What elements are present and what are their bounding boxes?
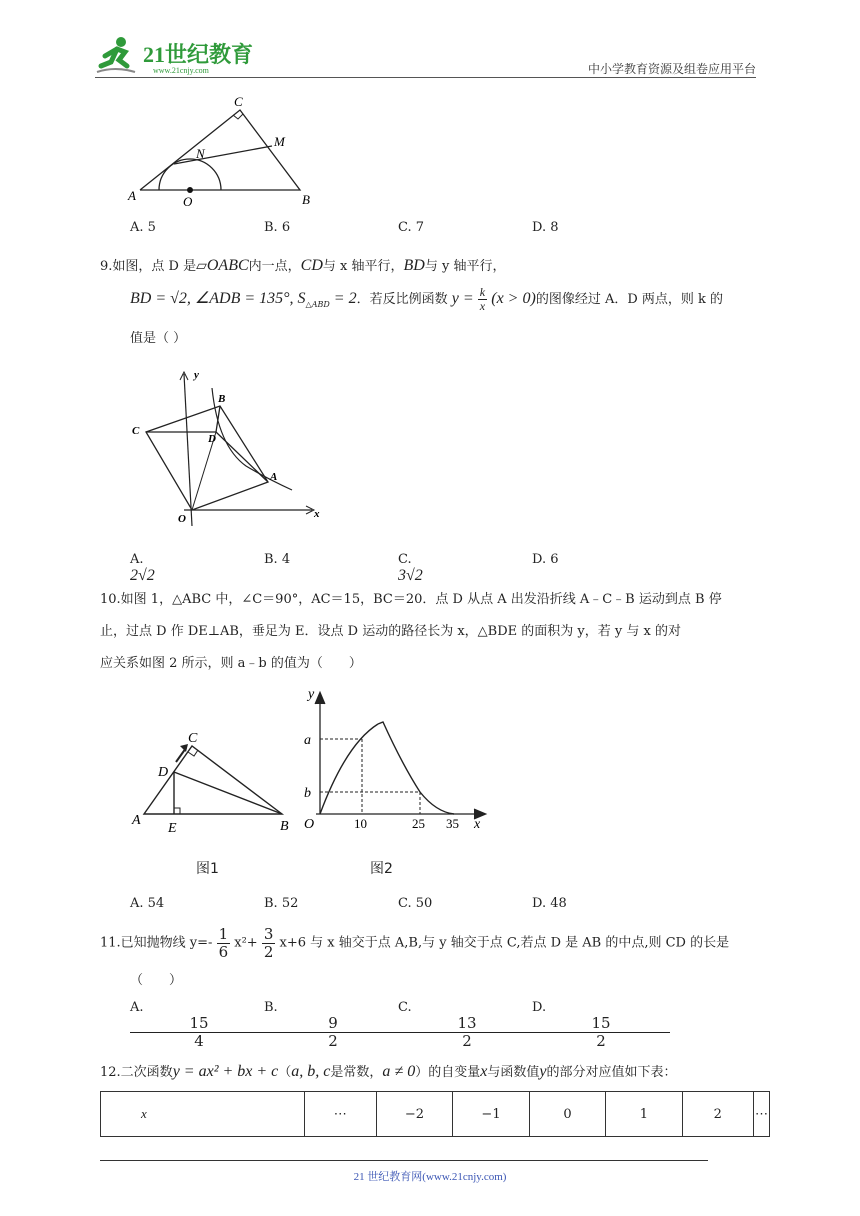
q10-line1: 10.如图 1，△ABC 中，∠C＝90°，AC＝15，BC＝20．点 D 从点 A 出发沿折线 A﹣C﹣B 运动到点 B 停 [100, 592, 722, 607]
q8-figure [126, 94, 326, 214]
q10-option-b[interactable]: B. 52 [264, 896, 299, 911]
svg-text:x: x [314, 508, 320, 520]
logo-url: www.21cnjy.com [153, 66, 209, 75]
q11-option-a[interactable]: A. $\frac{15}{4}$ [130, 1000, 264, 1049]
q10-line2: 止，过点 D 作 DE⊥AB，垂足为 E．设点 D 运动的路径长为 x，△BDE 的面积为 y，若 y 与 x 的对 [100, 624, 681, 639]
logo-text: 21世纪教育 [143, 42, 254, 67]
table-cell: x [101, 1092, 305, 1137]
q10-option-a[interactable]: A. 54 [130, 896, 165, 911]
q9-options [130, 552, 666, 585]
q11-options [130, 1000, 666, 1049]
table-cell: ⋯ [754, 1092, 770, 1137]
q10-options [130, 896, 666, 911]
svg-text:O: O [178, 513, 186, 525]
q8-options [130, 220, 666, 235]
q8-option-d[interactable]: D. 8 [532, 220, 559, 235]
table-cell: −1 [453, 1092, 530, 1137]
q11-option-c[interactable]: C. $\frac{13}{2}$ [398, 1000, 532, 1049]
q10-line3: 应关系如图 2 所示，则 a﹣b 的值为（ ） [100, 656, 362, 671]
q8-label-a: A [128, 188, 136, 203]
svg-text:25: 25 [412, 816, 425, 831]
svg-text:a: a [304, 733, 311, 748]
svg-text:C: C [188, 731, 198, 746]
table-row [101, 1092, 770, 1137]
q9-line1: 9.如图，点 D 是▱OABC内一点，CD与 x 轴平行，BD与 y 轴平行， [100, 257, 506, 274]
footer-text[interactable]: 21 世纪教育网(www.21cnjy.com) [353, 1171, 507, 1183]
q12-line1: 12.二次函数y = ax² + bx + c（a, b, c是常数，a ≠ 0）的自变量x与函数值y的部分对应值如下表： [100, 1063, 677, 1080]
q10-caption2: 图2 [370, 861, 393, 877]
svg-text:A: A [270, 471, 278, 483]
q8-label-o: O [183, 194, 193, 209]
q11-option-d[interactable]: D. $\frac{15}{2}$ [532, 1000, 666, 1049]
q10-option-c[interactable]: C. 50 [398, 896, 433, 911]
q9-option-c[interactable]: C. 3√2 [398, 552, 423, 584]
runner-icon [97, 37, 135, 72]
svg-text:y: y [308, 687, 315, 702]
q8-option-c[interactable]: C. 7 [398, 220, 425, 235]
q8-label-b: B [302, 192, 310, 207]
q10-caption1: 图1 [196, 861, 219, 877]
q9-option-d[interactable]: D. 6 [532, 552, 559, 567]
q9-func-fraction: $\frac{k}{x}$ [479, 285, 486, 314]
q9-option-a[interactable]: A. 2√2 [130, 552, 155, 584]
q8-option-b[interactable]: B. 6 [264, 220, 291, 235]
svg-text:b: b [304, 786, 311, 801]
svg-text:B: B [218, 393, 226, 405]
q8-label-m: M [274, 134, 285, 149]
svg-text:y: y [194, 369, 199, 381]
svg-text:E: E [168, 821, 177, 836]
q11-option-b[interactable]: B. $\frac{9}{2}$ [264, 1000, 398, 1049]
q11-line1: 11.已知抛物线 y=- $\frac{1}{6}$ x²+ $\frac{3}{2}$ x+6 与 x 轴交于点 A,B,与 y 轴交于点 C,若点 D 是 AB 的中点,则 CD 的长是 [100, 925, 730, 961]
table-cell: −2 [376, 1092, 453, 1137]
q11-paren: （ ） [130, 973, 183, 988]
svg-text:C: C [132, 425, 140, 437]
q10-figure1 [126, 726, 296, 840]
q9-figure [126, 366, 326, 530]
table-cell: 2 [682, 1092, 754, 1137]
header-divider [95, 77, 756, 78]
header-right-text: 中小学教育资源及组卷应用平台 [587, 62, 756, 76]
q9-line2: BD = √2, ∠ADB = 135°, $S_{\triangle ABD} = 2$．若反比例函数 y = $\frac{k}{x}$ (x > 0)的图像经过 A．D 两点，则 k 的 [130, 285, 724, 314]
table-cell: 1 [606, 1092, 682, 1137]
q8-label-c: C [234, 94, 243, 109]
svg-text:x: x [474, 817, 481, 832]
svg-text:B: B [280, 819, 289, 834]
svg-text:A: A [132, 813, 141, 828]
q10-figure2 [296, 684, 496, 838]
q9-line3: 值是（ ） [130, 331, 187, 346]
svg-text:D: D [208, 433, 216, 445]
table-cell: 0 [529, 1092, 605, 1137]
footer-divider [100, 1160, 708, 1161]
table-cell: ⋯ [305, 1092, 377, 1137]
q9-option-b[interactable]: B. 4 [264, 552, 291, 567]
svg-text:O: O [304, 817, 315, 832]
q10-option-d[interactable]: D. 48 [532, 896, 567, 911]
q12-table [100, 1091, 770, 1137]
q8-option-a[interactable]: A. 5 [130, 220, 156, 235]
site-logo [95, 36, 260, 82]
svg-text:D: D [158, 765, 169, 780]
svg-text:35: 35 [446, 816, 459, 831]
q8-label-n: N [196, 146, 205, 161]
svg-text:10: 10 [354, 816, 367, 831]
